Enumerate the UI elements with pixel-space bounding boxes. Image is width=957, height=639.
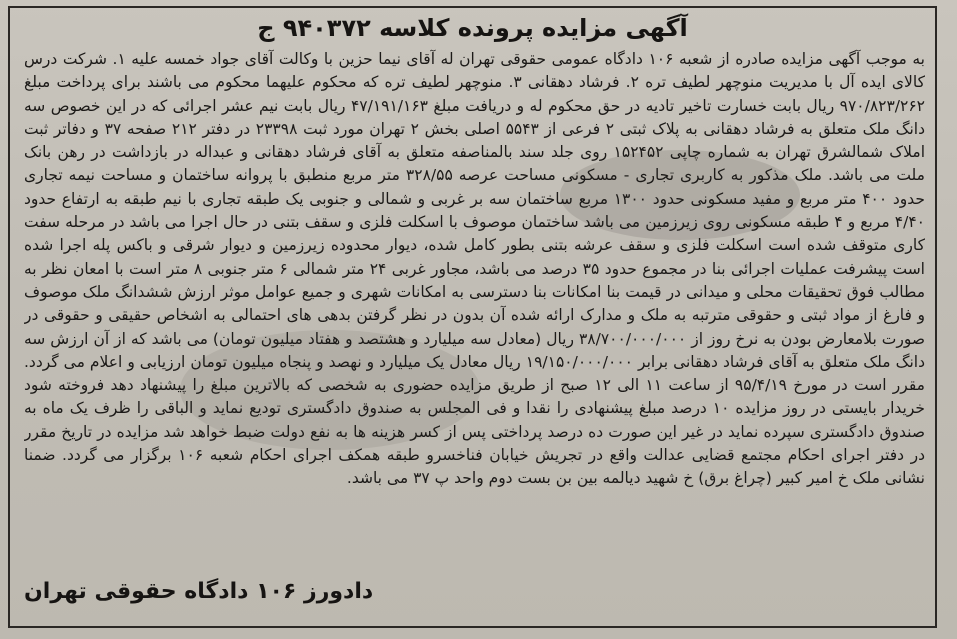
notice-title: آگهی مزایده پرونده کلاسه ۹۴۰۳۷۲ ج (257, 14, 688, 42)
notice-border (8, 6, 937, 628)
notice-body: به موجب آگهی مزایده صادره از شعبه ۱۰۶ دادگاه عمومی حقوقی تهران له آقای نیما حزین با وکالت آقای جواد خمسه علیه ۱. شرکت درس کالای ایده آل با مدیریت منوچهر لطیف تره ۲. فرشاد دهقانی ۳. منوچهر لطیف تره که محکوم علیهما محکوم می باشند برای پرداخت مبلغ ۹۷۰/۸۲۳/۲۶۲ ریال بابت خسارت تاخیر تادیه در حق محکوم له و دریافت مبلغ ۴۷/۱۹۱/۱۶۳ ریال بابت نیم عشر اجرائی که در این خصوص سه دانگ ملک متعلق به فرشاد دهقانی به پلاک ثبتی ۲ فرعی از ۵۵۴۳ اصلی بخش ۲ تهران مورد ثبت ۲۳۳۹۸ در دفتر ۲۱۲ صفحه ۳۷ و دفاتر ثبت املاک شمالشرق تهران به شماره چاپی ۱۵۲۴۵۲ روی جلد سند بالمناصفه متعلق به آقای فرشاد دهقانی و عبداله در بازداشت در رهن بانک ملت می باشد. ملک مذکور به کاربری تجاری - مسکونی مساحت عرصه ۳۲۸/۵۵ متر مربع منطبق با پروانه ساختمان و مساحت نیمه تجاری حدود ۴۰۰ متر مربع و مفید مسکونی حدود ۱۳۰۰ مربع ساختمان سه بر غربی و شمالی و جنوبی یک طبقه تجاری با نیم طبقه به ارتفاع حدود ۴/۴۰ مربع و ۴ طبقه مسکونی روی زیرزمین می باشد ساختمان موصوف با اسکلت فلزی و سقف بتنی در حال اجرا می باشد در مرحله سفت کاری متوقف شده است اسکلت فلزی و سقف عرشه بتنی بطور کامل شده، دیوار محدوده زیرزمین و دیوار شرقی و باکس پله اجرا شده است پیشرفت عملیات اجرائی بنا در مجموع حدود ۳۵ درصد می باشد، مجاور غربی ۲۴ متر شمالی ۶ متر جنوبی ۸ متر است با امعان نظر به مطالب فوق تحقیقات محلی و میدانی در قیمت بنا امکانات بنا دسترسی به امکانات شهری و جمیع عوامل موثر ارزش ششدانگ ملک موصوف و فارغ از مواد ثبتی و حقوقی مترتبه به ملک و مدارک ارائه شده آن بدون در نظر گرفتن بدهی های احتمالی به اشخاص حقیقی و حقوقی در صورت بلامعارض بودن به نرخ روز از ۳۸/۷۰۰/۰۰۰/۰۰۰ ریال (معادل سه میلیارد و هشتصد و هفتاد میلیون تومان) می باشد که از آن ارزش سه دانگ ملک متعلق به آقای فرشاد دهقانی برابر ۱۹/۱۵۰/۰۰۰/۰۰۰ ریال معادل یک میلیارد و نهصد و پنجاه میلیون تومان ارزیابی و اعلام می گردد. مقرر است در مورخ ۹۵/۴/۱۹ از ساعت ۱۱ الی ۱۲ صبح از طریق مزایده حضوری به شخصی که بالاترین مبلغ را پیشنهاد دهد فروخته شود خریدار بایستی در روز مزایده ۱۰ درصد مبلغ پیشنهادی را نقدا و فی المجلس به صندوق دادگستری تودیع نماید و الباقی را ظرف یک ماه به صندوق دادگستری سپرده نماید در غیر این صورت ده درصد پرداختی پس از کسر هزینه ها به نفع دولت ضبط خواهد شد مزایده در تاریخ مقرر در دفتر اجرای احکام مجتمع قضایی عدالت واقع در تجریش خیابان فناخسرو طبقه همکف اجرای احکام شعبه ۱۰۶ برگزار می گردد. ضمنا نشانی ملک خ امیر کبیر (چراغ برق) خ شهید دیالمه بین بن بست دوم واحد پ ۳۷ می باشد. (24, 50, 925, 488)
notice-signature: دادورز ۱۰۶ دادگاه حقوقی تهران (24, 579, 374, 604)
